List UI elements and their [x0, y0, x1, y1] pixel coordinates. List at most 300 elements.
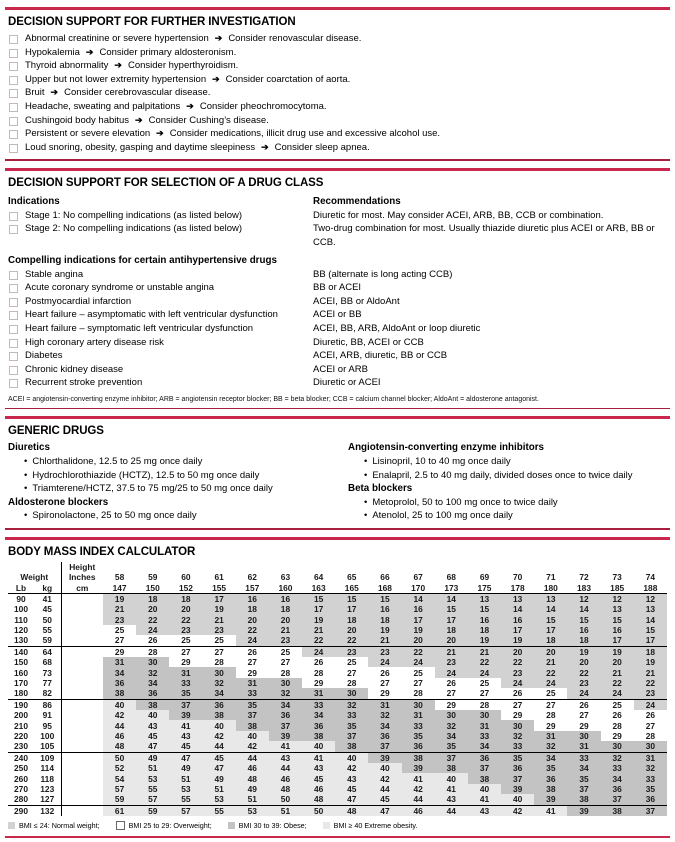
bmi-value: 20 [236, 614, 269, 624]
checkbox-icon[interactable] [9, 225, 18, 234]
bmi-value: 34 [601, 773, 634, 783]
bmi-value: 40 [203, 720, 236, 730]
recommendation-text: Diuretic, BB, ACEI or CCB [313, 336, 424, 348]
bmi-value: 20 [335, 625, 368, 635]
bmi-value: 40 [103, 699, 136, 710]
bmi-value: 51 [269, 805, 302, 816]
bmi-value: 14 [402, 593, 435, 604]
bmi-value: 23 [634, 688, 667, 699]
bmi-value: 20 [169, 604, 202, 614]
drug-list-item [8, 469, 348, 483]
bmi-value: 27 [203, 646, 236, 657]
bmi-value: 26 [634, 710, 667, 720]
bmi-header-row [8, 562, 667, 572]
section-title-generic-drugs: GENERIC DRUGS [8, 425, 104, 438]
bmi-value: 38 [136, 699, 169, 710]
bmi-value: 55 [203, 805, 236, 816]
bmi-row [8, 710, 667, 720]
indication-text: Stable angina [25, 268, 84, 280]
bmi-value: 13 [601, 604, 634, 614]
checkbox-icon[interactable] [9, 284, 18, 293]
bmi-value: 49 [136, 752, 169, 763]
consider-text: Consider primary aldosteronism. [99, 46, 237, 58]
section-separator [8, 408, 667, 420]
bmi-value: 43 [136, 720, 169, 730]
bmi-value: 16 [236, 593, 269, 604]
bmi-value: 45 [335, 784, 368, 794]
bmi-value: 55 [169, 794, 202, 805]
bmi-value: 26 [136, 635, 169, 646]
checkbox-icon[interactable] [9, 130, 18, 139]
bmi-value: 36 [269, 710, 302, 720]
bmi-value: 38 [335, 741, 368, 752]
checkbox-icon[interactable] [9, 271, 18, 280]
bmi-value: 24 [368, 657, 401, 667]
indication-item [8, 281, 311, 295]
bmi-value: 29 [601, 731, 634, 741]
indication-item [8, 376, 311, 390]
bmi-value: 31 [103, 657, 136, 667]
bmi-value: 29 [368, 688, 401, 699]
cm-value: 180 [534, 582, 567, 593]
bmi-value: 25 [269, 646, 302, 657]
bmi-value: 34 [435, 731, 468, 741]
inches-value: 58 [114, 572, 125, 583]
finding-text: Abnormal creatinine or severe hypertension [25, 33, 209, 44]
bmi-value: 45 [136, 731, 169, 741]
checkbox-icon[interactable] [9, 298, 18, 307]
consider-text: Consider medications, illicit drug use and excessive alcohol use. [169, 128, 441, 140]
bmi-value: 13 [468, 593, 501, 604]
consider-text: Consider pheochromocytoma. [199, 100, 327, 112]
weight-kg-value: 64 [42, 646, 52, 657]
bmi-value: 30 [335, 688, 368, 699]
bmi-value: 30 [634, 741, 667, 752]
bmi-value: 44 [236, 752, 269, 763]
weight-lb-value: 260 [14, 773, 28, 784]
lb-label: Lb [8, 582, 34, 593]
bmi-value: 20 [567, 657, 600, 667]
checkbox-icon[interactable] [9, 89, 18, 98]
checkbox-icon[interactable] [9, 103, 18, 112]
indication-item [8, 308, 311, 322]
bmi-value: 40 [468, 784, 501, 794]
bmi-value: 19 [567, 646, 600, 657]
checkbox-icon[interactable] [9, 379, 18, 388]
recommendation-text: BB (alternate is long acting CCB) [313, 268, 453, 280]
bmi-value: 59 [103, 794, 136, 805]
bmi-value: 31 [534, 731, 567, 741]
bullet-icon: • [364, 496, 368, 508]
arrow-icon: ➔ [85, 46, 94, 57]
bmi-value: 15 [368, 593, 401, 604]
inches-value: 72 [579, 572, 589, 583]
section-end-line [5, 159, 670, 161]
section-further-investigation [8, 16, 667, 154]
arrow-icon: ➔ [212, 73, 220, 84]
bmi-value: 32 [601, 752, 634, 763]
checkbox-icon[interactable] [9, 49, 18, 58]
bmi-value: 18 [236, 604, 269, 614]
consider-text: Consider sleep apnea. [274, 141, 370, 153]
bmi-value: 31 [169, 667, 202, 677]
bmi-value: 32 [269, 688, 302, 699]
bmi-value: 29 [169, 657, 202, 667]
bmi-value: 23 [368, 646, 401, 657]
bmi-value: 47 [169, 752, 202, 763]
checklist-item [8, 59, 667, 73]
bmi-value: 24 [501, 678, 534, 688]
bmi-value: 51 [236, 794, 269, 805]
bmi-value: 17 [534, 625, 567, 635]
checkbox-icon[interactable] [9, 117, 18, 126]
bmi-value: 14 [634, 614, 667, 624]
bmi-value: 55 [136, 784, 169, 794]
bmi-value: 32 [501, 731, 534, 741]
drug-list-item [8, 455, 348, 469]
bmi-value: 32 [335, 699, 368, 710]
bmi-value: 18 [368, 614, 401, 624]
bmi-value: 21 [203, 614, 236, 624]
checkbox-icon[interactable] [9, 76, 18, 85]
bmi-value: 16 [468, 614, 501, 624]
bmi-value: 27 [634, 720, 667, 730]
bmi-value: 25 [402, 667, 435, 677]
bmi-row [8, 604, 667, 614]
cm-value: 188 [634, 582, 667, 593]
bmi-value: 39 [169, 710, 202, 720]
bmi-value: 30 [269, 678, 302, 688]
bmi-value: 25 [601, 699, 634, 710]
bmi-value: 35 [236, 699, 269, 710]
bmi-row [8, 678, 667, 688]
indication-item [8, 209, 311, 223]
bmi-value: 35 [335, 720, 368, 730]
inches-label: Inches [61, 572, 103, 582]
bmi-row [8, 763, 667, 773]
checklist-item [8, 73, 667, 87]
bmi-value: 48 [335, 805, 368, 816]
indication-item [8, 363, 311, 377]
bmi-row [8, 688, 667, 699]
obese-swatch-icon [228, 822, 235, 829]
weight-kg-value: 109 [40, 752, 55, 763]
bmi-value: 21 [468, 646, 501, 657]
bmi-value: 18 [169, 593, 202, 604]
cm-value: 185 [601, 582, 634, 593]
bmi-value: 17 [501, 625, 534, 635]
bmi-value: 46 [269, 773, 302, 783]
section-separator [8, 528, 667, 540]
bmi-value: 37 [468, 763, 501, 773]
drug-class-grid [8, 193, 667, 390]
bmi-value: 23 [203, 625, 236, 635]
bmi-row [8, 625, 667, 635]
arrow-icon: ➔ [261, 141, 269, 152]
bmi-value: 36 [402, 741, 435, 752]
indication-item [8, 336, 311, 350]
weight-lb-value: 100 [14, 604, 28, 615]
bmi-value: 29 [236, 667, 269, 677]
consider-text: Consider renovascular disease. [228, 33, 362, 44]
bmi-value: 22 [501, 657, 534, 667]
checkbox-icon[interactable] [9, 35, 18, 44]
checklist-item [8, 32, 667, 46]
bmi-value: 39 [534, 794, 567, 805]
bmi-value: 53 [236, 805, 269, 816]
compelling-indications-subheader: Compelling indications for certain antihypertensive drugs [8, 254, 277, 266]
drug-text: Hydrochlorothiazide (HCTZ), 12.5 to 50 mg once daily [32, 469, 260, 481]
bmi-value: 24 [567, 688, 600, 699]
bmi-value: 24 [601, 688, 634, 699]
bmi-value: 14 [567, 604, 600, 614]
bmi-value: 38 [601, 805, 634, 816]
checkbox-icon[interactable] [9, 144, 18, 153]
weight-kg-value: 100 [40, 730, 55, 741]
bmi-value: 21 [368, 635, 401, 646]
cm-value: 165 [335, 582, 368, 593]
weight-kg-value: 118 [40, 773, 54, 784]
bmi-value: 15 [302, 593, 335, 604]
bmi-value: 14 [435, 593, 468, 604]
bmi-value: 22 [567, 667, 600, 677]
cm-value: 150 [136, 582, 169, 593]
generic-drugs-column [348, 441, 667, 523]
bullet-icon: • [24, 469, 28, 481]
bmi-value: 38 [402, 752, 435, 763]
bmi-row [8, 794, 667, 805]
bmi-value: 38 [236, 720, 269, 730]
bmi-value: 40 [236, 731, 269, 741]
bmi-value: 37 [236, 710, 269, 720]
checklist-item [8, 127, 667, 141]
bmi-value: 21 [269, 625, 302, 635]
inches-value: 67 [413, 572, 423, 583]
bmi-value: 27 [402, 678, 435, 688]
bmi-value: 25 [534, 688, 567, 699]
checkbox-icon[interactable] [9, 339, 18, 348]
bmi-value: 21 [302, 625, 335, 635]
bmi-value: 34 [567, 763, 600, 773]
generic-drugs-grid [8, 441, 667, 523]
recommendation-text: Two-drug combination for most. Usually thiazide diuretic plus ACEI or ARB, BB or CCB. [313, 223, 655, 249]
bmi-value: 27 [501, 699, 534, 710]
finding-text: Bruit [25, 87, 45, 99]
bmi-value: 21 [103, 604, 136, 614]
cm-value: 175 [468, 582, 501, 593]
bmi-value: 36 [634, 794, 667, 805]
checklist-item [8, 100, 667, 114]
bmi-value: 50 [302, 805, 335, 816]
bmi-value: 26 [236, 646, 269, 657]
bmi-value: 18 [269, 604, 302, 614]
bmi-value: 45 [203, 752, 236, 763]
bmi-value: 51 [136, 763, 169, 773]
weight-kg-value: 82 [34, 688, 61, 699]
drug-list-item [348, 509, 667, 523]
bmi-value: 24 [236, 635, 269, 646]
bmi-value: 47 [335, 794, 368, 805]
cm-value: 183 [567, 582, 600, 593]
bmi-value: 48 [302, 794, 335, 805]
bmi-value: 13 [501, 593, 534, 604]
bmi-value: 33 [169, 678, 202, 688]
weight-lb-value: 110 [14, 614, 28, 625]
bmi-value: 44 [368, 784, 401, 794]
bmi-value: 57 [136, 794, 169, 805]
bmi-value: 30 [468, 710, 501, 720]
section-separator [8, 159, 667, 171]
bmi-value: 41 [468, 794, 501, 805]
bmi-value: 61 [103, 805, 136, 816]
bmi-value: 30 [435, 710, 468, 720]
drug-text: Lisinopril, 10 to 40 mg once daily [372, 456, 511, 468]
bmi-value: 28 [601, 720, 634, 730]
bmi-value: 26 [567, 699, 600, 710]
bmi-value: 53 [169, 784, 202, 794]
indications-header: Indications [8, 195, 60, 207]
bmi-value: 37 [169, 699, 202, 710]
bmi-value: 20 [534, 646, 567, 657]
bmi-value: 29 [534, 720, 567, 730]
weight-kg-value: 73 [42, 667, 52, 678]
bmi-value: 23 [169, 625, 202, 635]
checkbox-icon[interactable] [9, 311, 18, 320]
indication-text: Heart failure – asymptomatic with left ventricular dysfunction [25, 309, 278, 321]
bmi-value: 37 [501, 773, 534, 783]
bmi-row [8, 773, 667, 783]
weight-lb-value: 150 [14, 657, 28, 668]
inches-value: 60 [181, 572, 191, 583]
bmi-value: 36 [601, 784, 634, 794]
bmi-value: 15 [601, 614, 634, 624]
checkbox-icon[interactable] [9, 325, 18, 334]
bmi-value: 40 [302, 741, 335, 752]
bmi-value: 17 [203, 593, 236, 604]
recommendation-text: ACEI, BB, ARB, AldoAnt or loop diuretic [313, 323, 481, 334]
consider-text: Consider Cushing’s disease. [148, 114, 269, 126]
bmi-value: 37 [368, 741, 401, 752]
bmi-value: 19 [203, 604, 236, 614]
checklist-item [8, 86, 667, 100]
bmi-value: 24 [468, 667, 501, 677]
drug-list-item [348, 469, 667, 483]
bmi-value: 41 [169, 720, 202, 730]
bmi-value: 42 [501, 805, 534, 816]
bmi-value: 13 [534, 593, 567, 604]
legend-item [116, 821, 212, 830]
legend-item [323, 821, 418, 830]
legend-label: BMI 30 to 39: Obese; [238, 820, 307, 830]
bmi-value: 24 [634, 699, 667, 710]
bmi-value: 29 [103, 646, 136, 657]
arrow-icon: ➔ [135, 114, 143, 125]
bmi-value: 37 [567, 784, 600, 794]
bmi-value: 16 [601, 625, 634, 635]
checkbox-icon[interactable] [9, 366, 18, 375]
bmi-value: 31 [634, 752, 667, 763]
bmi-value: 27 [534, 699, 567, 710]
bmi-value: 17 [302, 604, 335, 614]
checkbox-icon[interactable] [9, 62, 18, 71]
bmi-value: 28 [136, 646, 169, 657]
normal-swatch-icon [8, 822, 15, 829]
bmi-value: 12 [601, 593, 634, 604]
drug-text: Triamterene/HCTZ, 37.5 to 75 mg/25 to 50 mg once daily [32, 483, 273, 495]
bmi-value: 32 [368, 710, 401, 720]
generic-drugs-column [8, 441, 348, 523]
investigation-list [8, 32, 667, 154]
bmi-value: 27 [468, 688, 501, 699]
bmi-value: 22 [634, 678, 667, 688]
bmi-value: 35 [534, 763, 567, 773]
bmi-value: 32 [634, 763, 667, 773]
bmi-value: 44 [269, 763, 302, 773]
bmi-value: 33 [402, 720, 435, 730]
indication-text: Heart failure – symptomatic left ventricular dysfunction [25, 323, 254, 334]
bmi-value: 26 [601, 710, 634, 720]
legend-label: BMI 25 to 29: Overweight; [128, 820, 212, 830]
bmi-value: 41 [402, 773, 435, 783]
inches-value: 74 [645, 572, 656, 583]
bmi-value: 39 [269, 731, 302, 741]
bmi-value: 16 [567, 625, 600, 635]
finding-text: Persistent or severe elevation [25, 128, 151, 140]
bmi-value: 30 [601, 741, 634, 752]
bmi-value: 18 [435, 625, 468, 635]
bmi-value: 34 [534, 752, 567, 763]
checkbox-icon[interactable] [9, 352, 18, 361]
bmi-value: 25 [468, 678, 501, 688]
bmi-value: 34 [269, 699, 302, 710]
bmi-value: 26 [368, 667, 401, 677]
indication-text: Stage 2: No compelling indications (as listed below) [25, 223, 243, 235]
bmi-value: 38 [468, 773, 501, 783]
bmi-value: 26 [501, 688, 534, 699]
bmi-value: 40 [335, 752, 368, 763]
bmi-row [8, 593, 667, 604]
checkbox-icon[interactable] [9, 212, 18, 221]
bmi-value: 30 [501, 720, 534, 730]
bmi-value: 20 [601, 657, 634, 667]
bmi-value: 21 [435, 646, 468, 657]
bmi-value: 33 [634, 773, 667, 783]
bmi-value: 22 [169, 614, 202, 624]
bmi-value: 23 [335, 646, 368, 657]
bmi-value: 34 [368, 720, 401, 730]
bmi-row [8, 646, 667, 657]
bmi-value: 16 [368, 604, 401, 614]
bmi-value: 33 [302, 699, 335, 710]
height-label: Height [61, 562, 103, 572]
weight-lb-value: 250 [14, 763, 28, 774]
bmi-value: 20 [402, 635, 435, 646]
bmi-value: 28 [335, 678, 368, 688]
bmi-value: 17 [634, 635, 667, 646]
bmi-value: 38 [302, 731, 335, 741]
bmi-value: 42 [368, 773, 401, 783]
bmi-value: 15 [634, 625, 667, 635]
bmi-value: 41 [269, 741, 302, 752]
bmi-value: 29 [302, 678, 335, 688]
bmi-value: 22 [534, 667, 567, 677]
bmi-value: 35 [634, 784, 667, 794]
bmi-value: 23 [501, 667, 534, 677]
bmi-value: 30 [402, 699, 435, 710]
bmi-value: 25 [335, 657, 368, 667]
recommendation-text: BB or ACEI [313, 282, 362, 294]
bmi-value: 23 [435, 657, 468, 667]
